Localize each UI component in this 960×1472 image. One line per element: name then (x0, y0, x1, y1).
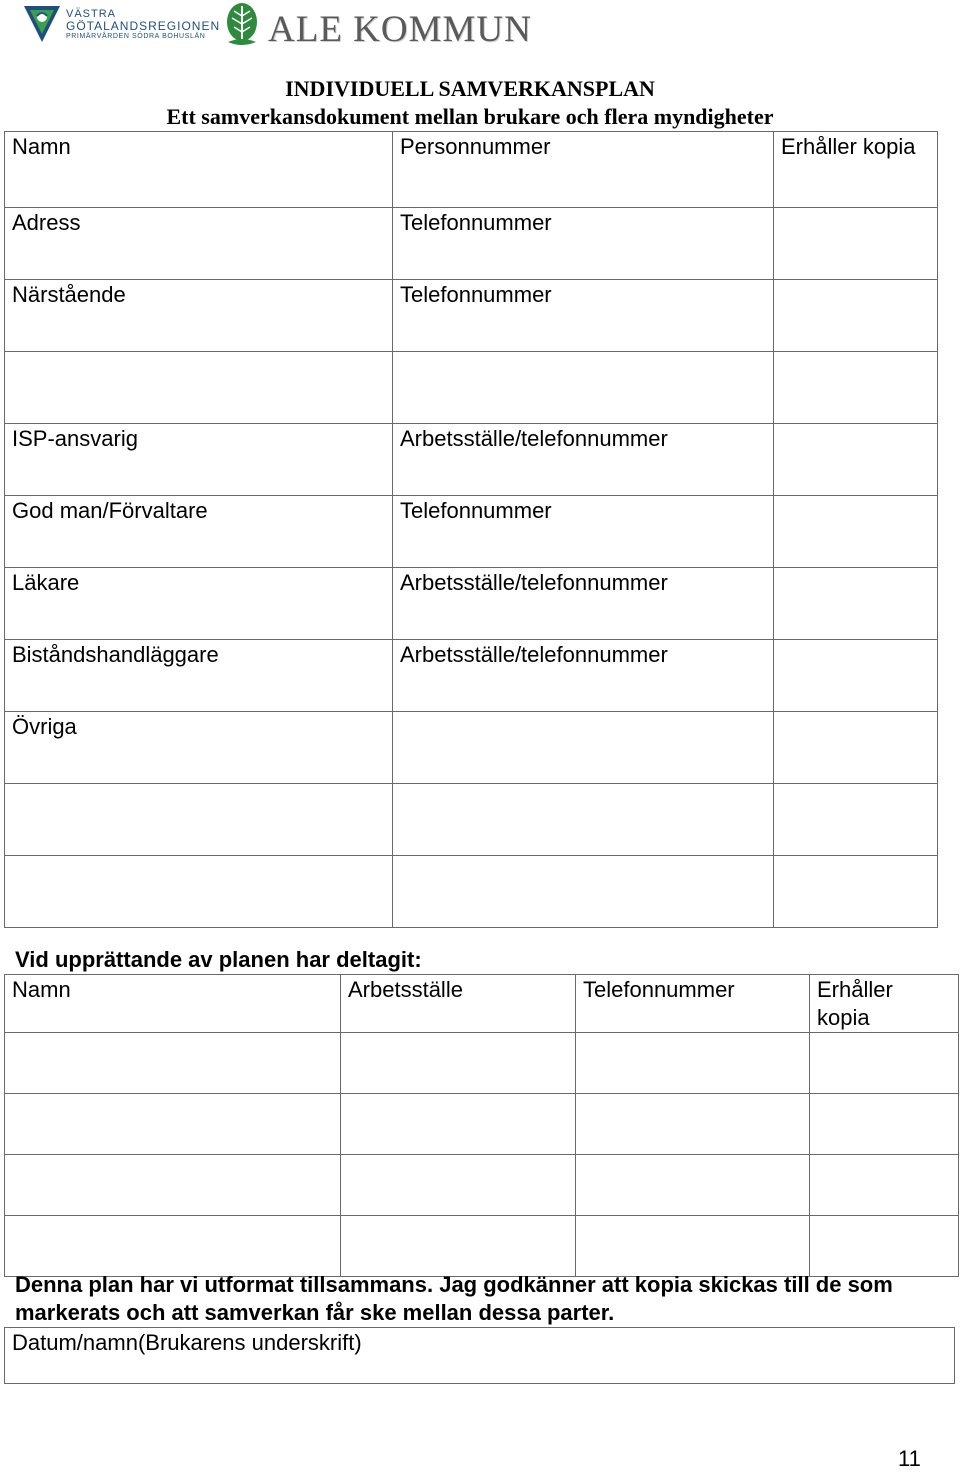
document-title: INDIVIDUELL SAMVERKANSPLAN (285, 76, 655, 101)
table-row (5, 280, 938, 352)
participant-receives-copy-cell[interactable] (810, 1155, 959, 1216)
participant-name-cell[interactable] (5, 1216, 341, 1277)
participant-name-cell[interactable] (5, 1094, 341, 1155)
vastra-gotaland-logo (20, 2, 220, 46)
participant-receives-copy-cell[interactable] (810, 1094, 959, 1155)
participant-phone-cell[interactable] (576, 1155, 810, 1216)
table-row (5, 208, 938, 280)
ale-kommun-logo (222, 2, 542, 50)
participant-receives-copy-header: Erhåller kopia (810, 975, 959, 1033)
participant-phone-cell[interactable] (576, 1216, 810, 1277)
relative-label[interactable]: Närstående (5, 280, 393, 352)
vg-logo-line1: VÄSTRA (66, 8, 117, 20)
vastra-gotaland-emblem-icon (20, 2, 64, 46)
phone-label[interactable]: Telefonnummer (393, 280, 774, 352)
participant-workplace-cell[interactable] (341, 1216, 576, 1277)
consent-statement: Denna plan har vi utformat tillsammans. Jag godkänner att kopia skickas till de som markerats och att samverkan får ske mellan dessa parter. (15, 1272, 893, 1325)
receives-copy-cell[interactable] (774, 496, 938, 568)
vg-logo-line2: GÖTALANDSREGIONEN (66, 19, 221, 33)
receives-copy-cell[interactable] (774, 640, 938, 712)
participant-workplace-cell[interactable] (341, 1155, 576, 1216)
participant-receives-copy-cell[interactable] (810, 1033, 959, 1094)
others-label[interactable]: Övriga (5, 712, 393, 784)
participant-name-cell[interactable] (5, 1155, 341, 1216)
empty-cell[interactable] (5, 784, 393, 856)
receives-copy-label[interactable]: Erhåller kopia (774, 132, 938, 208)
participant-phone-cell[interactable] (576, 1094, 810, 1155)
vg-logo-line3: PRIMÄRVÅRDEN SÖDRA BOHUSLÄN (66, 33, 206, 40)
receives-copy-cell[interactable] (774, 352, 938, 424)
empty-cell[interactable] (393, 856, 774, 928)
empty-cell[interactable] (393, 712, 774, 784)
personal-number-label[interactable]: Personnummer (393, 132, 774, 208)
participant-phone-cell[interactable] (576, 1033, 810, 1094)
empty-cell[interactable] (5, 856, 393, 928)
receives-copy-cell[interactable] (774, 280, 938, 352)
receives-copy-cell[interactable] (774, 784, 938, 856)
table-row (5, 424, 938, 496)
contact-table (4, 131, 938, 928)
phone-label[interactable]: Telefonnummer (393, 496, 774, 568)
participant-workplace-cell[interactable] (341, 1033, 576, 1094)
workplace-phone-label[interactable]: Arbetsställe/telefonnummer (393, 424, 774, 496)
table-row (5, 1094, 959, 1155)
case-officer-label[interactable]: Biståndshandläggare (5, 640, 393, 712)
document-subtitle: Ett samverkansdokument mellan brukare och flera myndigheter (166, 104, 774, 129)
participant-receives-copy-cell[interactable] (810, 1216, 959, 1277)
address-label[interactable]: Adress (5, 208, 393, 280)
receives-copy-cell[interactable] (774, 424, 938, 496)
empty-cell[interactable] (393, 352, 774, 424)
receives-copy-cell[interactable] (774, 712, 938, 784)
participant-workplace-header: Arbetsställe (341, 975, 576, 1033)
isp-responsible-label[interactable]: ISP-ansvarig (5, 424, 393, 496)
workplace-phone-label[interactable]: Arbetsställe/telefonnummer (393, 568, 774, 640)
signature-label: Datum/namn(Brukarens underskrift) (12, 1330, 362, 1355)
participants-table (4, 974, 959, 1277)
table-row (5, 975, 959, 1033)
doctor-label[interactable]: Läkare (5, 568, 393, 640)
participant-workplace-cell[interactable] (341, 1094, 576, 1155)
table-row (5, 568, 938, 640)
ale-kommun-logo-text: ALE KOMMUN (268, 9, 532, 50)
ale-leaf-icon (222, 2, 262, 48)
participant-phone-header: Telefonnummer (576, 975, 810, 1033)
empty-cell[interactable] (393, 784, 774, 856)
workplace-phone-label[interactable]: Arbetsställe/telefonnummer (393, 640, 774, 712)
table-row (5, 132, 938, 208)
table-row (5, 496, 938, 568)
participant-name-header: Namn (5, 975, 341, 1033)
receives-copy-cell[interactable] (774, 856, 938, 928)
participants-heading: Vid upprättande av planen har deltagit: (15, 947, 422, 972)
table-row (5, 784, 938, 856)
participant-name-cell[interactable] (5, 1033, 341, 1094)
table-row (5, 1155, 959, 1216)
receives-copy-cell[interactable] (774, 568, 938, 640)
table-row (5, 640, 938, 712)
signature-field[interactable] (4, 1327, 955, 1384)
guardian-label[interactable]: God man/Förvaltare (5, 496, 393, 568)
page-number: 11 (898, 1446, 921, 1471)
name-label[interactable]: Namn (5, 132, 393, 208)
table-row (5, 352, 938, 424)
table-row (5, 1216, 959, 1277)
table-row (5, 712, 938, 784)
phone-label[interactable]: Telefonnummer (393, 208, 774, 280)
empty-cell[interactable] (5, 352, 393, 424)
receives-copy-cell[interactable] (774, 208, 938, 280)
table-row (5, 1033, 959, 1094)
table-row (5, 856, 938, 928)
